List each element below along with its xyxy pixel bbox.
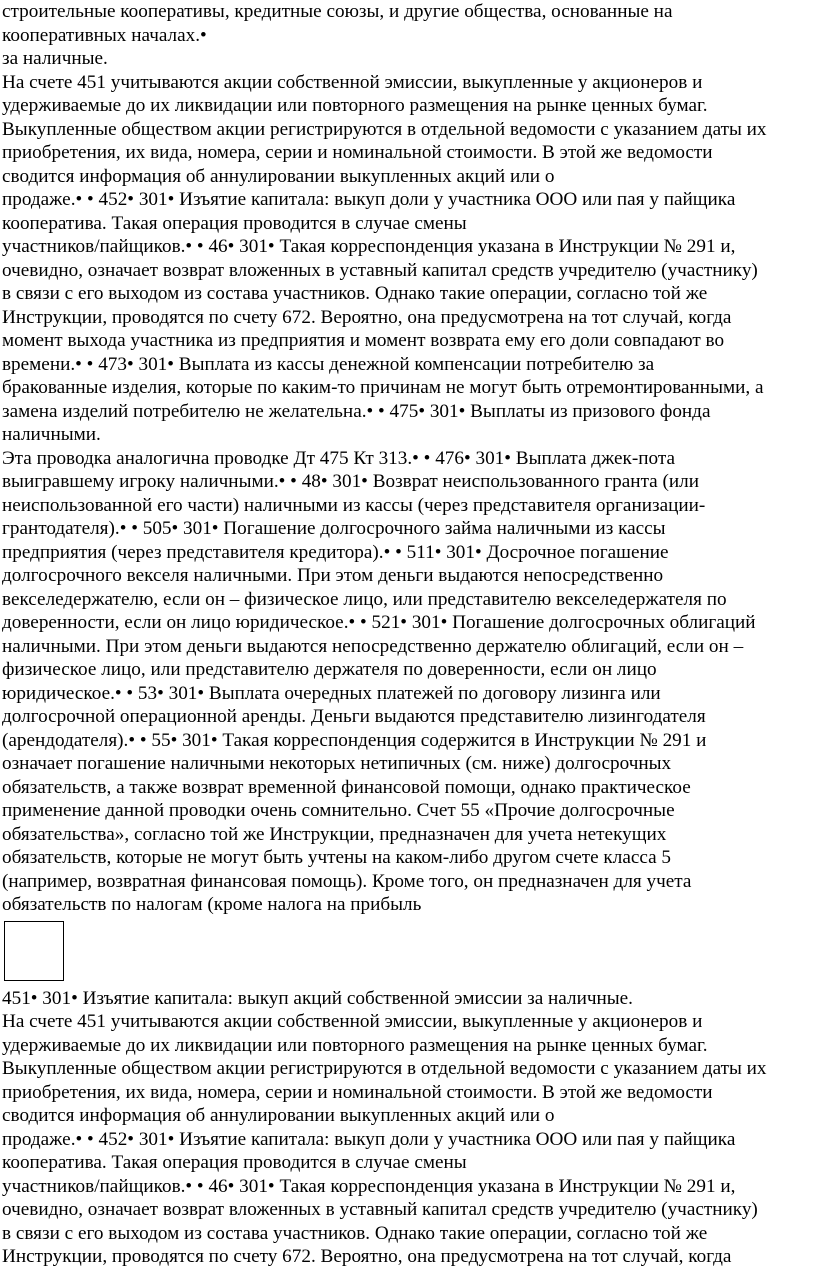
text-line: кооперативных началах.• <box>2 24 207 46</box>
text-line: применение данной проводки очень сомнительно. Счет 55 «Прочие долгосрочные <box>2 800 675 821</box>
text-line: в связи с его выходом из состава участников. Однако такие операции, согласно той же <box>2 283 708 304</box>
image-placeholder-area <box>2 917 814 987</box>
text-line: сводится информация об аннулировании выкупленных акций или о <box>2 165 555 187</box>
text-line: очевидно, означает возврат вложенных в уставный капитал средств учредителю (участнику) <box>2 259 758 281</box>
text-line: сводится информация об аннулировании выкупленных акций или о <box>2 1105 555 1126</box>
text-line: приобретения, их вида, номера, серии и номинальной стоимости. В этой же ведомости <box>2 142 713 163</box>
text-line: обязательств, а также возврат временной финансовой помощи, однако практическое <box>2 776 691 798</box>
text-line: Инструкции, проводятся по счету 672. Вероятно, она предусмотрена на тот случай, когда <box>2 306 732 328</box>
text-line: (например, возвратная финансовая помощь). Кроме того, он предназначен для учета <box>2 870 692 892</box>
text-block-bottom <box>2 987 814 1269</box>
text-line: Выкупленные обществом акции регистрируются в отдельной ведомости с указанием даты их <box>2 118 767 140</box>
text-line: юридическое.• • 53• 301• Выплата очередных платежей по договору лизинга или <box>2 682 661 704</box>
empty-image-box <box>4 921 64 981</box>
text-line: выигравшему игроку наличными.• • 48• 301• Возврат неиспользованного гранта (или <box>2 471 699 492</box>
text-line: долгосрочной операционной аренды. Деньги выдаются представителю лизингодателя <box>2 706 706 727</box>
text-line: строительные кооперативы, кредитные союзы, и другие общества, основанные на <box>2 1 673 22</box>
text-line: Инструкции, проводятся по счету 672. Вероятно, она предусмотрена на тот случай, когда <box>2 1246 732 1267</box>
text-line: означает погашение наличными некоторых нетипичных (см. ниже) долгосрочных <box>2 753 672 774</box>
text-block-top <box>2 0 814 917</box>
text-line: Выкупленные обществом акции регистрируются в отдельной ведомости с указанием даты их <box>2 1058 767 1079</box>
text-line: предприятия (через представителя кредитора).• • 511• 301• Досрочное погашение <box>2 541 669 563</box>
text-line: наличными. <box>2 424 101 445</box>
text-line: физическое лицо, или представителю держателя по доверенности, если он лицо <box>2 659 657 680</box>
text-line: Эта проводка аналогична проводке Дт 475 Кт 313.• • 476• 301• Выплата джек-пота <box>2 447 676 469</box>
text-line: обязательства», согласно той же Инструкции, предназначен для учета нетекущих <box>2 823 667 845</box>
text-line: времени.• • 473• 301• Выплата из кассы денежной компенсации потребителю за <box>2 353 655 375</box>
text-line: кооператива. Такая операция проводится в случае смены <box>2 212 467 234</box>
text-line: обязательств по налогам (кроме налога на прибыль <box>2 894 422 915</box>
text-line: приобретения, их вида, номера, серии и номинальной стоимости. В этой же ведомости <box>2 1081 713 1103</box>
text-line: На счете 451 учитываются акции собственной эмиссии, выкупленные у акционеров и <box>2 1011 703 1032</box>
text-line: удерживаемые до их ликвидации или повторного размещения на рынке ценных бумаг. <box>2 1034 708 1056</box>
text-line: продаже.• • 452• 301• Изъятие капитала: выкуп доли у участника ООО или пая у пайщика <box>2 1128 736 1150</box>
text-line: участников/пайщиков.• • 46• 301• Такая корреспонденция указана в Инструкции № 291 и, <box>2 1175 736 1197</box>
text-line: очевидно, означает возврат вложенных в уставный капитал средств учредителю (участнику) <box>2 1199 758 1220</box>
text-line: обязательств, которые не могут быть учтены на каком-либо другом счете класса 5 <box>2 847 672 868</box>
text-line: удерживаемые до их ликвидации или повторного размещения на рынке ценных бумаг. <box>2 95 708 116</box>
text-line: неиспользованной его части) наличными из кассы (через представителя организации- <box>2 494 706 516</box>
text-line: На счете 451 учитываются акции собственной эмиссии, выкупленные у акционеров и <box>2 71 703 93</box>
text-line: продаже.• • 452• 301• Изъятие капитала: выкуп доли у участника ООО или пая у пайщика <box>2 189 736 210</box>
text-line: момент выхода участника из предприятия и момент возврата ему его доли совпадают во <box>2 330 725 351</box>
text-line: 451• 301• Изъятие капитала: выкуп акций собственной эмиссии за наличные. <box>2 987 633 1009</box>
text-line: бракованные изделия, которые по каким-то причинам не могут быть отремонтированными, а <box>2 377 764 398</box>
text-line: (арендодателя).• • 55• 301• Такая корреспонденция содержится в Инструкции № 291 и <box>2 729 707 751</box>
text-line: замена изделий потребителю не желательна.• • 475• 301• Выплаты из призового фонда <box>2 400 711 422</box>
text-line: грантодателя).• • 505• 301• Погашение долгосрочного займа наличными из кассы <box>2 518 666 539</box>
text-line: доверенности, если он лицо юридическое.• • 521• 301• Погашение долгосрочных облигаций <box>2 612 756 633</box>
text-line: кооператива. Такая операция проводится в случае смены <box>2 1152 467 1173</box>
text-line: в связи с его выходом из состава участников. Однако такие операции, согласно той же <box>2 1222 708 1244</box>
text-line: долгосрочного векселя наличными. При этом деньги выдаются непосредственно <box>2 565 664 586</box>
text-line: за наличные. <box>2 48 108 69</box>
text-line: наличными. При этом деньги выдаются непосредственно держателю облигаций, если он – <box>2 635 744 657</box>
text-line: участников/пайщиков.• • 46• 301• Такая корреспонденция указана в Инструкции № 291 и, <box>2 236 736 257</box>
text-line: векселедержателю, если он – физическое лицо, или представителю векселедержателя по <box>2 588 727 610</box>
